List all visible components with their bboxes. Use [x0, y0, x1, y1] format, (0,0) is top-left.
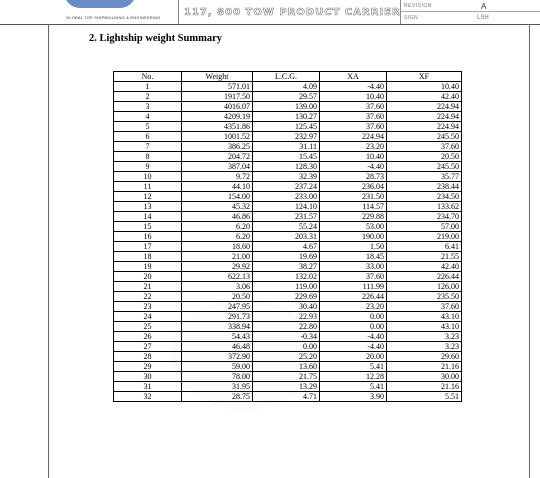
cell-lcg: 237.24 — [253, 182, 320, 192]
cell-xf: 42.40 — [387, 92, 462, 102]
cell-weight: 386.25 — [182, 142, 253, 152]
cell-no: 7 — [114, 142, 182, 152]
cell-xf: 10.40 — [387, 82, 462, 92]
page-border-right — [529, 24, 530, 478]
cell-xf: 224.94 — [387, 112, 462, 122]
table-row — [114, 362, 462, 372]
cell-xa: 224.94 — [320, 132, 387, 142]
cell-xa: 5.41 — [320, 362, 387, 372]
table-row — [114, 222, 462, 232]
cell-weight: 4209.19 — [182, 112, 253, 122]
cell-xa: 226.44 — [320, 292, 387, 302]
table-row — [114, 202, 462, 212]
cell-no: 16 — [114, 232, 182, 242]
cell-weight: 31.95 — [182, 382, 253, 392]
cell-no: 29 — [114, 362, 182, 372]
cell-no: 11 — [114, 182, 182, 192]
cell-xf: 43.10 — [387, 312, 462, 322]
cell-lcg: 38.27 — [253, 262, 320, 272]
cell-xa: 23.20 — [320, 142, 387, 152]
table-row — [114, 342, 462, 352]
cell-weight: 20.50 — [182, 292, 253, 302]
table-row — [114, 262, 462, 272]
table-row — [114, 312, 462, 322]
cell-lcg: 125.45 — [253, 122, 320, 132]
cell-xa: -4.40 — [320, 162, 387, 172]
cell-weight: 622.13 — [182, 272, 253, 282]
table-row — [114, 292, 462, 302]
logo-icon — [64, 0, 136, 8]
table-header-row — [114, 72, 462, 82]
cell-no: 4 — [114, 112, 182, 122]
table-row — [114, 132, 462, 142]
cell-weight: 78.00 — [182, 372, 253, 382]
cell-weight: 1917.50 — [182, 92, 253, 102]
cell-weight: 4016.07 — [182, 102, 253, 112]
table-row — [114, 302, 462, 312]
cell-xa: 229.88 — [320, 212, 387, 222]
cell-xa: 190.00 — [320, 232, 387, 242]
table-row — [114, 352, 462, 362]
cell-no: 2 — [114, 92, 182, 102]
cell-lcg: 232.97 — [253, 132, 320, 142]
cell-lcg: 25.20 — [253, 352, 320, 362]
cell-weight: 1001.52 — [182, 132, 253, 142]
cell-xf: 5.51 — [387, 392, 462, 402]
cell-xa: 37.60 — [320, 112, 387, 122]
cell-no: 17 — [114, 242, 182, 252]
cell-weight: 44.10 — [182, 182, 253, 192]
cell-xf: 235.50 — [387, 292, 462, 302]
cell-xa: 10.40 — [320, 92, 387, 102]
cell-weight: 45.32 — [182, 202, 253, 212]
cell-xa: 53.00 — [320, 222, 387, 232]
cell-xa: 28.73 — [320, 172, 387, 182]
cell-weight: 247.95 — [182, 302, 253, 312]
sign-value: LSH — [477, 15, 489, 21]
cell-no: 19 — [114, 262, 182, 272]
cell-xa: 236.04 — [320, 182, 387, 192]
table-row — [114, 392, 462, 402]
cell-lcg: 29.57 — [253, 92, 320, 102]
cell-lcg: 4.71 — [253, 392, 320, 402]
page-border-left — [48, 24, 49, 478]
cell-no: 30 — [114, 372, 182, 382]
cell-weight: 387.04 — [182, 162, 253, 172]
cell-weight: 6.20 — [182, 232, 253, 242]
cell-weight: 18.60 — [182, 242, 253, 252]
cell-no: 32 — [114, 392, 182, 402]
cell-no: 1 — [114, 82, 182, 92]
table-row — [114, 142, 462, 152]
cell-no: 5 — [114, 122, 182, 132]
table-row — [114, 92, 462, 102]
table-row — [114, 162, 462, 172]
table-row — [114, 192, 462, 202]
table-row — [114, 82, 462, 92]
cell-xa: -4.40 — [320, 82, 387, 92]
cell-no: 14 — [114, 212, 182, 222]
cell-lcg: 22.80 — [253, 322, 320, 332]
cell-lcg: 128.30 — [253, 162, 320, 172]
table-row — [114, 272, 462, 282]
column-header-lcg: L.C.G. — [253, 72, 320, 82]
revision-block — [400, 0, 540, 24]
cell-xa: -4.40 — [320, 342, 387, 352]
cell-lcg: 55.24 — [253, 222, 320, 232]
cell-weight: 54.43 — [182, 332, 253, 342]
cell-xf: 234.70 — [387, 212, 462, 222]
cell-xf: 21.55 — [387, 252, 462, 262]
cell-xf: 126.00 — [387, 282, 462, 292]
cell-no: 6 — [114, 132, 182, 142]
cell-no: 23 — [114, 302, 182, 312]
cell-xa: 0.00 — [320, 322, 387, 332]
cell-no: 18 — [114, 252, 182, 262]
cell-xf: 21.16 — [387, 362, 462, 372]
cell-xa: 0.00 — [320, 312, 387, 322]
cell-no: 22 — [114, 292, 182, 302]
cell-xa: 37.60 — [320, 272, 387, 282]
sign-label: SIGN — [404, 15, 419, 21]
table-row — [114, 242, 462, 252]
cell-lcg: 229.69 — [253, 292, 320, 302]
cell-no: 10 — [114, 172, 182, 182]
cell-weight: 28.75 — [182, 392, 253, 402]
cell-no: 25 — [114, 322, 182, 332]
cell-xa: 37.60 — [320, 122, 387, 132]
cell-no: 26 — [114, 332, 182, 342]
cell-xa: 12.28 — [320, 372, 387, 382]
cell-xa: 20.00 — [320, 352, 387, 362]
cell-weight: 46.86 — [182, 212, 253, 222]
cell-no: 27 — [114, 342, 182, 352]
cell-xf: 238.44 — [387, 182, 462, 192]
cell-weight: 154.00 — [182, 192, 253, 202]
cell-lcg: 15.45 — [253, 152, 320, 162]
table-row — [114, 332, 462, 342]
cell-xa: 1.50 — [320, 242, 387, 252]
cell-weight: 204.72 — [182, 152, 253, 162]
cell-no: 12 — [114, 192, 182, 202]
cell-lcg: 19.69 — [253, 252, 320, 262]
cell-lcg: 119.00 — [253, 282, 320, 292]
cell-lcg: 203.31 — [253, 232, 320, 242]
table-row — [114, 152, 462, 162]
cell-xf: 20.50 — [387, 152, 462, 162]
cell-xa: 5.41 — [320, 382, 387, 392]
cell-weight: 571.01 — [182, 82, 253, 92]
table-row — [114, 172, 462, 182]
cell-no: 21 — [114, 282, 182, 292]
company-logo — [48, 0, 179, 24]
cell-lcg: 4.09 — [253, 82, 320, 92]
cell-weight: 338.94 — [182, 322, 253, 332]
cell-weight: 46.48 — [182, 342, 253, 352]
cell-xa: 231.50 — [320, 192, 387, 202]
cell-weight: 372.90 — [182, 352, 253, 362]
cell-no: 3 — [114, 102, 182, 112]
cell-lcg: 30.40 — [253, 302, 320, 312]
cell-xa: 111.99 — [320, 282, 387, 292]
cell-no: 24 — [114, 312, 182, 322]
table-row — [114, 322, 462, 332]
cell-xf: 30.00 — [387, 372, 462, 382]
cell-xf: 57.00 — [387, 222, 462, 232]
cell-xf: 226.44 — [387, 272, 462, 282]
cell-xa: 10.40 — [320, 152, 387, 162]
company-tagline: GLOBAL TOP SHIPBUILDING & ENGINEERING — [66, 15, 161, 20]
cell-no: 28 — [114, 352, 182, 362]
cell-no: 8 — [114, 152, 182, 162]
cell-lcg: 32.39 — [253, 172, 320, 182]
cell-xf: 6.41 — [387, 242, 462, 252]
table-row — [114, 382, 462, 392]
cell-xf: 3.23 — [387, 342, 462, 352]
cell-weight: 4351.86 — [182, 122, 253, 132]
cell-xf: 21.16 — [387, 382, 462, 392]
cell-no: 9 — [114, 162, 182, 172]
cell-weight: 59.00 — [182, 362, 253, 372]
cell-xf: 224.94 — [387, 122, 462, 132]
cell-xf: 35.77 — [387, 172, 462, 182]
cell-weight: 21.00 — [182, 252, 253, 262]
cell-xf: 234.50 — [387, 192, 462, 202]
cell-xa: 37.60 — [320, 102, 387, 112]
table-row — [114, 102, 462, 112]
cell-xf: 219.00 — [387, 232, 462, 242]
cell-xf: 42.40 — [387, 262, 462, 272]
table-row — [114, 182, 462, 192]
cell-xf: 37.60 — [387, 142, 462, 152]
cell-weight: 9.72 — [182, 172, 253, 182]
cell-lcg: 231.57 — [253, 212, 320, 222]
revision-divider — [401, 11, 540, 12]
cell-lcg: 13.29 — [253, 382, 320, 392]
column-header-no: No. — [114, 72, 182, 82]
cell-xa: 114.57 — [320, 202, 387, 212]
cell-lcg: 31.11 — [253, 142, 320, 152]
cell-xa: 33.00 — [320, 262, 387, 272]
cell-lcg: 21.75 — [253, 372, 320, 382]
cell-lcg: 124.10 — [253, 202, 320, 212]
cell-xf: 245.50 — [387, 132, 462, 142]
table-row — [114, 232, 462, 242]
cell-no: 31 — [114, 382, 182, 392]
cell-no: 20 — [114, 272, 182, 282]
cell-xf: 37.60 — [387, 302, 462, 312]
revision-value: A — [481, 2, 487, 11]
cell-xa: 18.45 — [320, 252, 387, 262]
cell-xa: 3.90 — [320, 392, 387, 402]
cell-no: 15 — [114, 222, 182, 232]
column-header-xf: XF — [387, 72, 462, 82]
lightship-weight-table — [113, 71, 462, 402]
cell-xa: -4.40 — [320, 332, 387, 342]
table-row — [114, 282, 462, 292]
cell-xa: 23.20 — [320, 302, 387, 312]
cell-xf: 29.60 — [387, 352, 462, 362]
cell-lcg: -0.34 — [253, 332, 320, 342]
cell-no: 13 — [114, 202, 182, 212]
cell-lcg: 139.00 — [253, 102, 320, 112]
cell-xf: 3.23 — [387, 332, 462, 342]
cell-weight: 291.73 — [182, 312, 253, 322]
table-body — [114, 82, 462, 402]
column-header-xa: XA — [320, 72, 387, 82]
section-title: 2. Lightship weight Summary — [89, 33, 223, 44]
table-row — [114, 112, 462, 122]
table-row — [114, 212, 462, 222]
cell-weight: 6.20 — [182, 222, 253, 232]
column-header-weight: Weight — [182, 72, 253, 82]
table-row — [114, 372, 462, 382]
cell-weight: 29.92 — [182, 262, 253, 272]
cell-lcg: 132.02 — [253, 272, 320, 282]
cell-lcg: 4.67 — [253, 242, 320, 252]
cell-xf: 224.94 — [387, 102, 462, 112]
cell-xf: 245.50 — [387, 162, 462, 172]
cell-lcg: 233.00 — [253, 192, 320, 202]
cell-lcg: 22.93 — [253, 312, 320, 322]
cell-lcg: 13.60 — [253, 362, 320, 372]
cell-xf: 43.10 — [387, 322, 462, 332]
cell-weight: 3.06 — [182, 282, 253, 292]
table-row — [114, 122, 462, 132]
cell-lcg: 130.27 — [253, 112, 320, 122]
cell-xf: 133.62 — [387, 202, 462, 212]
document-header — [0, 0, 540, 25]
cell-lcg: 0.00 — [253, 342, 320, 352]
document-title: 117, 800 TOW PRODUCT CARRIER — [184, 7, 401, 18]
table-row — [114, 252, 462, 262]
revision-label: REVISION — [404, 3, 432, 9]
